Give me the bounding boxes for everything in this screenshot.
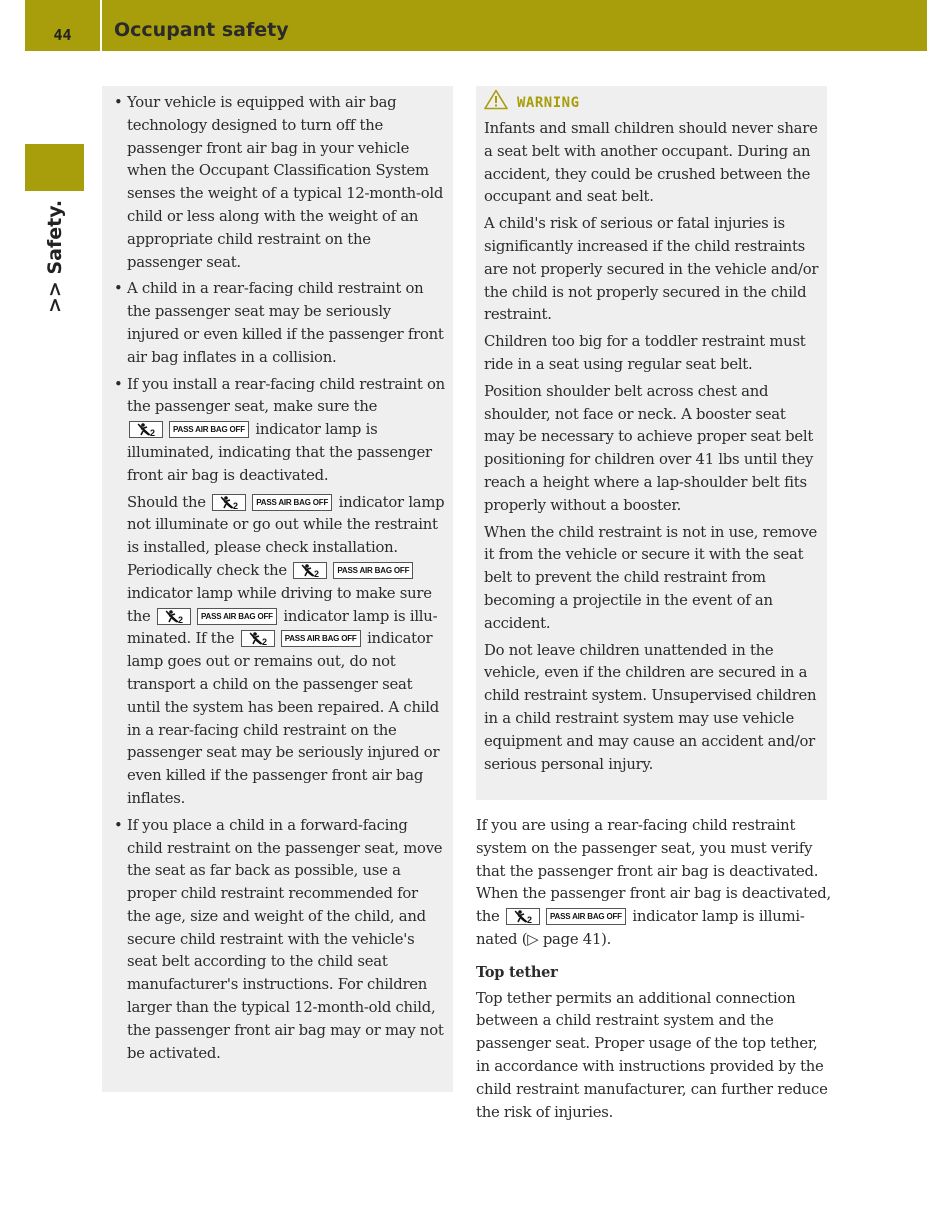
warning-title: WARNING <box>517 94 580 111</box>
warning-paragraph: Position shoulder belt across chest and shoulder, not face or neck. A booster seat may be necessary to achieve proper seat belt positioning for children over 41 lbs until they reach a height where a lap-shoulder belt fits properly without a booster. <box>484 382 814 514</box>
pass-airbag-off-indicator: 2 PASS AIR BAG OFF <box>293 562 413 579</box>
svg-text:2: 2 <box>233 500 238 510</box>
pass-airbag-off-indicator: 2 PASS AIR BAG OFF <box>241 630 361 647</box>
seat-occupancy-icon <box>293 562 327 579</box>
pass-airbag-off-indicator: 2 PASS AIR BAG OFF <box>212 494 332 511</box>
svg-text:2: 2 <box>177 614 183 624</box>
bullet-forward-facing: • If you place a child in a forward-facing child restraint on the passenger seat, move the seat as far back as possible, use a proper child restraint recommended for the age, size and weight of the child, and secure child restraint with the vehicle's seat belt according to the child seat manufacturer's instructions. For children larger than the typical 12-month-old child, the passenger front air bag may or may not be activated. <box>114 815 445 1066</box>
warning-triangle-icon <box>484 89 508 118</box>
warning-paragraph: Do not leave children unattended in the vehicle, even if the children are secured in a child restraint system. Unsupervised children in a child restraint system may use vehicle equipment and may cause an accident and/or serious personal injury. <box>484 641 817 773</box>
warning-paragraph: When the child restraint is not in use, remove it from the vehicle or secure it with the seat belt to prevent the child restraint from becoming a projectile in the event of an accident. <box>484 523 818 632</box>
side-tab-marker <box>25 144 84 191</box>
warning-paragraph: Children too big for a toddler restraint must ride in a seat using regular seat belt. <box>484 333 806 373</box>
bullet-occupant-classification: • Your vehicle is equipped with air bag technology designed to turn off the passenger front air bag in your vehicle when the Occupant Classification System senses the weight of a typical 12-month-old child or less along with the weight of an appropriate child restraint on the passenger seat. <box>114 92 445 274</box>
pass-airbag-off-indicator: 2 PASS AIR BAG OFF <box>157 608 277 625</box>
page-number: 44 <box>53 26 72 44</box>
seat-occupancy-icon <box>241 630 275 647</box>
page-header <box>25 0 927 51</box>
seat-occupancy-icon <box>129 421 163 438</box>
seat-occupancy-icon <box>212 494 246 511</box>
warning-paragraph: A child's risk of serious or fatal injuries is significantly increased if the child restraints are not properly secured in the vehicle and/or the child is not properly secured in the child restraint. <box>484 215 819 324</box>
right-body-text <box>476 815 831 1128</box>
left-info-panel <box>102 86 453 1092</box>
seat-occupancy-icon <box>506 908 540 925</box>
pass-airbag-off-indicator: 2 PASS AIR BAG OFF <box>506 908 626 925</box>
svg-text:2: 2 <box>526 915 532 925</box>
bullet-rear-facing-install: • If you install a rear-facing child restraint on the passenger seat, make sure the 2 PASS AIR BAG OFF indicator lamp is illuminated, indicating that the passenger front air bag is deactivated. Should the 2 PASS AIR BAG OFF indicator lamp not illuminate or go out while the restraint is installed, please check installation. Periodically check the 2 PASS AIR BAG OFF indicator lamp while driving to make sure the 2 PASS AIR BAG OFF indicator lamp is illuminated. If the 2 PASS AIR BAG OFF indicator lamp goes out or remains out, do not transport a child on the passenger seat until the system has been repaired. A child in a rear-facing child restraint on the passenger seat may be seriously injured or even killed if the passenger front air bag inflates. <box>114 374 445 811</box>
svg-text:2: 2 <box>314 568 320 578</box>
indicator-check-paragraph: Should the 2 PASS AIR BAG OFF indicator lamp not illuminate or go out while the restraint is installed, please check installation. Periodically check the 2 PASS AIR BAG OFF indicator lamp while driving to make sure the 2 PASS AIR BAG OFF indicator lamp is illuminated. If the 2 PASS AIR BAG OFF indicator lamp goes out or remains out, do not transport a child on the passenger seat until the system has been repaired. A child in a rear-facing child restraint on the passenger seat may be seriously injured or even killed if the passenger front air bag inflates. <box>127 493 445 807</box>
top-tether-heading: Top tether <box>476 963 558 981</box>
warning-header <box>484 92 819 114</box>
svg-text:2: 2 <box>261 637 267 647</box>
svg-text:2: 2 <box>150 428 155 438</box>
top-tether-paragraph: Top tether permits an additional connection between a child restraint system and the passenger seat. Proper usage of the top tether, in accordance with instructions provided by the child restraint manufacturer, can further reduce the risk of injuries. <box>476 989 828 1121</box>
bullet-rear-facing-risk: • A child in a rear-facing child restraint on the passenger seat may be seriously injured or even killed if the passenger front air bag inflates in a collision. <box>114 278 445 369</box>
pass-airbag-off-indicator: 2 PASS AIR BAG OFF <box>129 421 249 438</box>
section-title: Occupant safety <box>114 19 289 41</box>
warning-panel <box>476 86 827 800</box>
warning-paragraph: Infants and small children should never share a seat belt with another occupant. During an accident, they could be crushed between the occupant and seat belt. <box>484 120 818 206</box>
rear-facing-verify-paragraph: If you are using a rear-facing child restraint system on the passenger seat, you must verify that the passenger front air bag is deactivated. When the passenger front air bag is deactivated, the 2 PASS AIR BAG OFF indicator lamp is illuminated (▷ page 41). <box>476 817 831 948</box>
side-tab-label: >> Safety. <box>44 199 66 313</box>
seat-occupancy-icon <box>157 608 191 625</box>
header-divider <box>100 0 102 51</box>
